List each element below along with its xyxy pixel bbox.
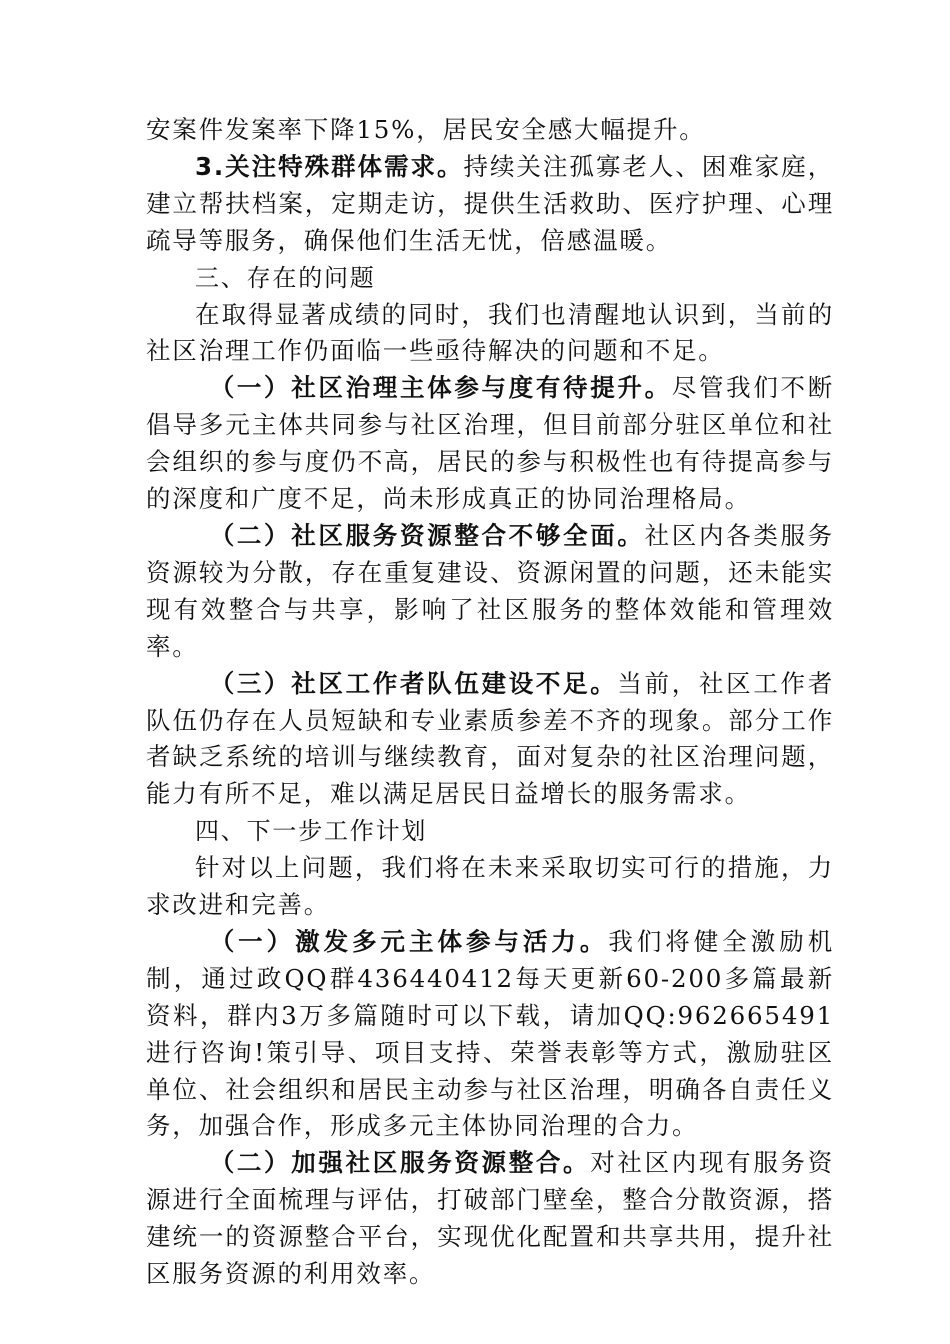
- paragraph-problem1: [146, 370, 834, 518]
- paragraph-intro-tail: [146, 112, 834, 149]
- problem2-lead: （二）社区服务资源整合不够全面。: [209, 520, 645, 550]
- paragraph-section3-intro: [146, 297, 834, 371]
- section3-heading: 三、存在的问题: [195, 263, 376, 292]
- problem3-body: 当前，社区工作者队伍仍存在人员短缺和专业素质参差不齐的现象。部分工作者缺乏系统的培训与继续教育，面对复杂的社区治理问题，能力有所不足，难以满足居民日益增长的服务需求。: [146, 668, 834, 809]
- section4-heading: 四、下一步工作计划: [195, 817, 428, 846]
- plan2-body: 对社区内现有服务资源进行全面梳理与评估，打破部门壁垒，整合分散资源，搭建统一的资源整合平台，实现优化配置和共享共用，提升社区服务资源的利用效率。: [146, 1148, 835, 1289]
- paragraph-plan2: [146, 1145, 834, 1293]
- problem1-lead: （一）社区治理主体参与度有待提升。: [209, 373, 672, 403]
- plan1-lead: （一）激发多元主体参与活力。: [209, 926, 609, 956]
- paragraph-section4-intro: [146, 850, 834, 924]
- item3-lead: 3.关注特殊群体需求。: [195, 151, 464, 181]
- problem3-lead: （三）社区工作者队伍建设不足。: [209, 668, 618, 698]
- item3-body: 持续关注孤寡老人、困难家庭，建立帮扶档案，定期走访，提供生活救助、医疗护理、心理疏导等服务，确保他们生活无忧，倍感温暖。: [146, 151, 835, 255]
- document-page: [146, 112, 834, 1293]
- plan2-lead: （二）加强社区服务资源整合。: [209, 1148, 591, 1178]
- paragraph-problem2: [146, 518, 834, 666]
- plan1-body: 我们将健全激励机制，通过政QQ群436440412每天更新60-200多篇最新资料，群内3万多篇随时可以下载，请加QQ:962665491进行咨询!策引导、项目支持、荣誉表彰等方式，激励驻区单位、社会组织和居民主动参与社区治理，明确各自责任义务，加强合作，形成多元主体协同治理的合力。: [146, 926, 834, 1141]
- problem2-body: 社区内各类服务资源较为分散，存在重复建设、资源闲置的问题，还未能实现有效整合与共享，影响了社区服务的整体效能和管理效率。: [146, 520, 834, 661]
- problem1-body: 尽管我们不断倡导多元主体共同参与社区治理，但目前部分驻区单位和社会组织的参与度仍不高，居民的参与积极性也有待提高参与的深度和广度不足，尚未形成真正的协同治理格局。: [146, 373, 834, 514]
- intro-tail-text: 安案件发案率下降15%，居民安全感大幅提升。: [146, 115, 706, 144]
- section3-intro-text: 在取得显著成绩的同时，我们也清醒地认识到，当前的社区治理工作仍面临一些亟待解决的问题和不足。: [146, 299, 834, 366]
- paragraph-item3: [146, 149, 834, 260]
- paragraph-plan1: [146, 924, 834, 1145]
- section4-intro-text: 针对以上问题，我们将在未来采取切实可行的措施，力求改进和完善。: [146, 853, 834, 920]
- paragraph-problem3: [146, 666, 834, 814]
